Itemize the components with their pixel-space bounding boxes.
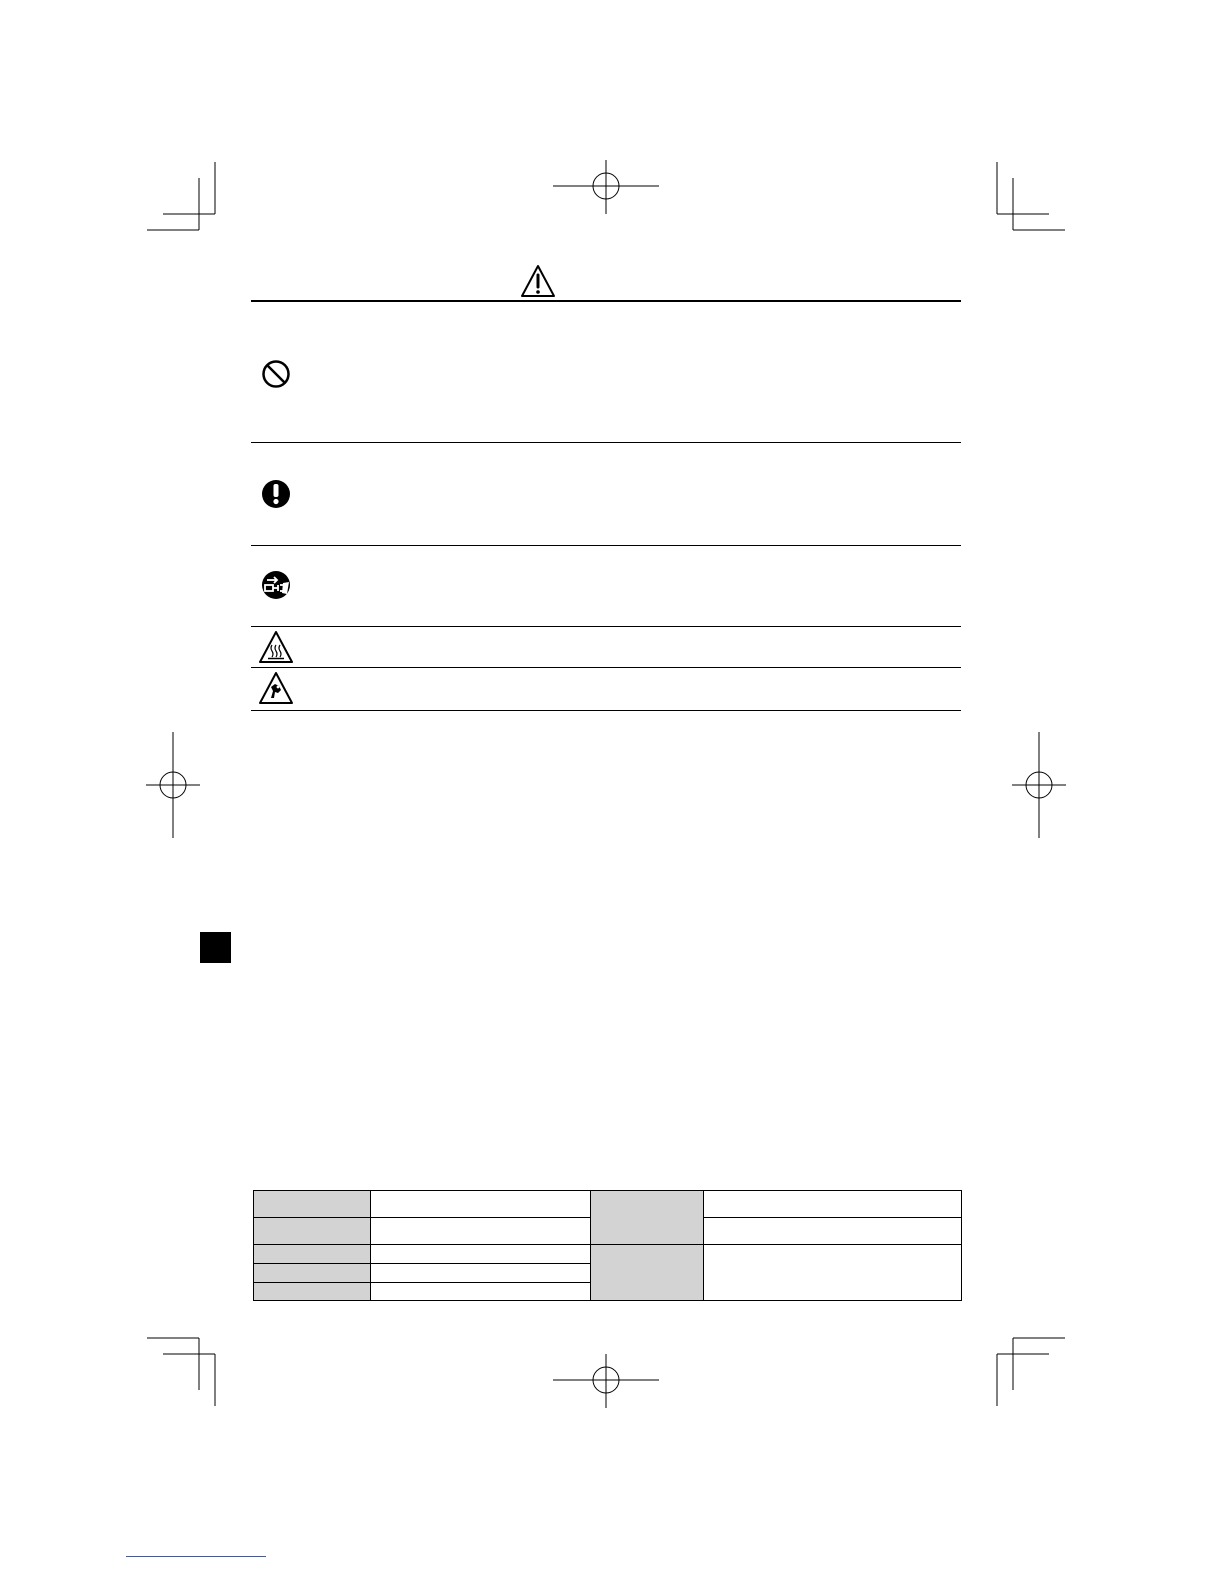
table-header-cell [591, 1245, 704, 1301]
table-cell [704, 1218, 962, 1245]
table-cell [371, 1283, 591, 1301]
finger-pinch-icon [258, 671, 294, 705]
divider-1 [251, 442, 961, 443]
divider-4 [251, 667, 961, 668]
table-cell [371, 1218, 591, 1245]
prohibition-icon [261, 359, 291, 389]
black-square-tab [200, 932, 231, 963]
table-cell [371, 1191, 591, 1218]
table-cell [371, 1245, 591, 1264]
registration-mark-top [553, 160, 659, 214]
table-header-cell [254, 1283, 371, 1301]
table-header-cell [254, 1264, 371, 1283]
table-header-cell [591, 1191, 704, 1245]
table-cell [704, 1191, 962, 1218]
table-cell [704, 1245, 962, 1301]
spec-table [253, 1190, 962, 1301]
footer-line [126, 1556, 266, 1557]
registration-mark-right [1012, 732, 1066, 838]
divider-3 [251, 626, 961, 627]
divider-5 [251, 710, 961, 711]
table-header-cell [254, 1218, 371, 1245]
table-cell [371, 1264, 591, 1283]
unplug-icon [261, 570, 291, 600]
mandatory-action-icon [261, 479, 291, 509]
header-rule [251, 300, 961, 302]
hot-surface-icon [258, 630, 294, 664]
warning-triangle-icon [520, 264, 556, 298]
table-header-cell [254, 1245, 371, 1264]
registration-mark-left [146, 732, 200, 838]
table-header-cell [254, 1191, 371, 1218]
registration-mark-bottom [553, 1354, 659, 1408]
divider-2 [251, 545, 961, 546]
